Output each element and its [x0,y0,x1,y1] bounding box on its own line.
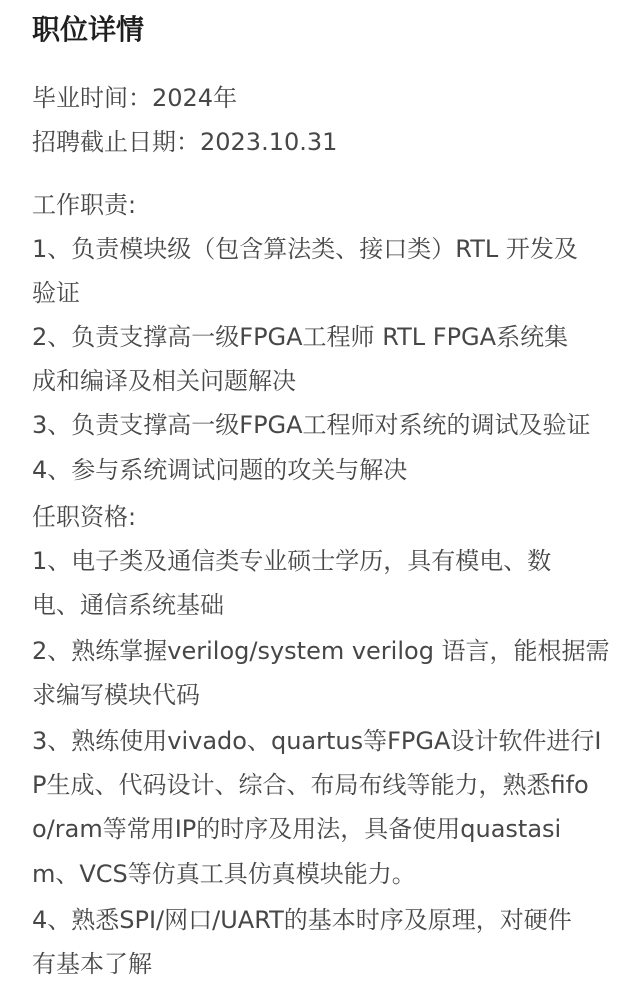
qualification-line: P生成、代码设计、综合、布局布线等能力，熟悉fifo [32,771,589,799]
qualifications-heading: 任职资格: [32,503,137,531]
qualification-line: 1、电子类及通信类专业硕士学历，具有模电、数 [32,547,552,575]
qualification-line: 有基本了解 [32,950,152,978]
responsibility-line: 验证 [32,279,80,307]
qualification-line: 4、熟悉SPI/网口/UART的基本时序及原理，对硬件 [32,906,572,934]
page-title: 职位详情 [32,13,145,46]
responsibility-line: 3、负责支撑高一级FPGA工程师对系统的调试及验证 [32,411,591,439]
responsibility-line: 成和编译及相关问题解决 [32,367,296,395]
responsibilities-heading: 工作职责: [32,191,137,219]
responsibility-line: 4、参与系统调试问题的攻关与解决 [32,456,408,484]
qualification-line: 3、熟练使用vivado、quartus等FPGA设计软件进行I [32,727,602,755]
responsibility-line: 1、负责模块级（包含算法类、接口类）RTL 开发及 [32,235,578,263]
qualification-line: 电、通信系统基础 [32,591,224,619]
application-deadline: 招聘截止日期：2023.10.31 [32,128,338,156]
qualification-line: 求编写模块代码 [32,681,200,709]
qualification-line: m、VCS等仿真工具仿真模块能力。 [32,860,416,888]
graduation-time: 毕业时间：2024年 [32,84,238,112]
qualification-line: o/ram等常用IP的时序及用法，具备使用quastasi [32,815,562,843]
responsibility-line: 2、负责支撑高一级FPGA工程师 RTL FPGA系统集 [32,323,569,351]
qualification-line: 2、熟练掌握verilog/system verilog 语言，能根据需 [32,637,610,665]
